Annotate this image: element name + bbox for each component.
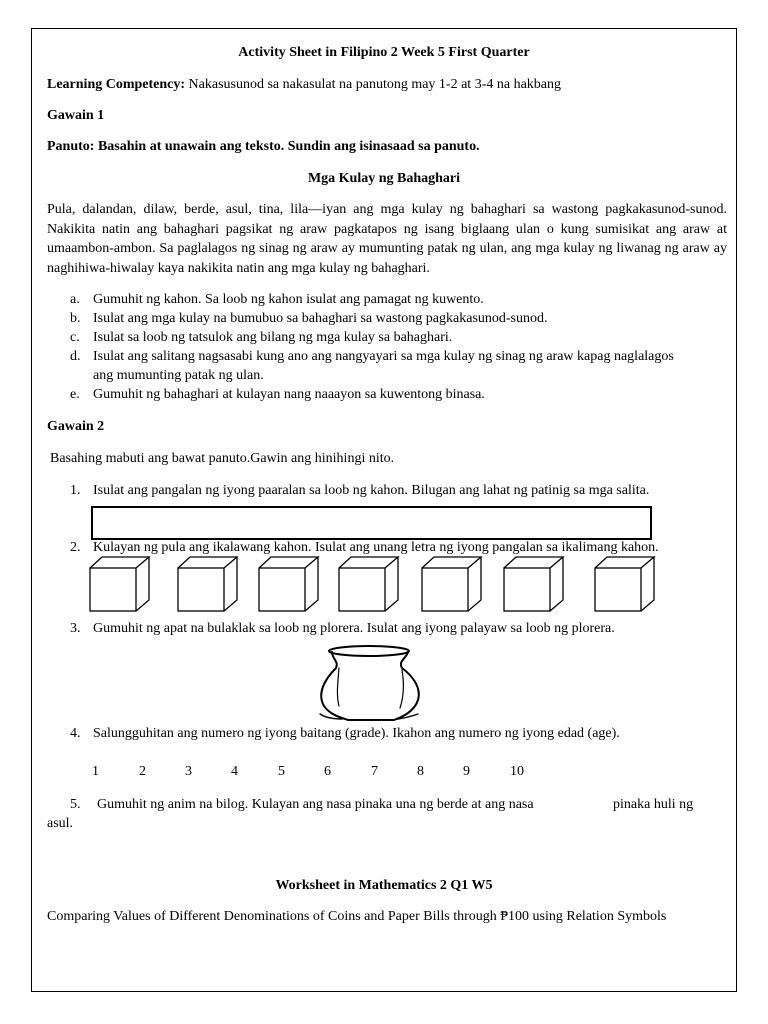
gawain2-item-5-wrap: asul. <box>47 816 74 831</box>
competency-label: Learning Competency: <box>47 77 186 92</box>
cube-box-3[interactable] <box>258 556 320 612</box>
cube-box-1[interactable] <box>89 556 151 612</box>
list-item: e. Gumuhit ng bahaghari at kulayan nang naaayon sa kuwentong binasa. <box>70 387 485 402</box>
gawain2-item-4: 4. Salungguhitan ang numero ng iyong baitang (grade). Ikahon ang numero ng iyong edad (age). <box>70 726 620 741</box>
sheet-title: Activity Sheet in Filipino 2 Week 5 First Quarter <box>238 45 530 60</box>
gawain2-heading: Gawain 2 <box>47 419 105 434</box>
math-title: Worksheet in Mathematics 2 Q1 W5 <box>275 878 493 893</box>
cube-box-7[interactable] <box>594 556 656 612</box>
grade-number-3[interactable]: 3 <box>185 764 192 779</box>
gawain2-item-1: 1. Isulat ang pangalan ng iyong paaralan sa loob ng kahon. Bilugan ang lahat ng patinig sa mga salita. <box>70 483 650 498</box>
cube-box-5[interactable] <box>421 556 483 612</box>
grade-number-2[interactable]: 2 <box>139 764 146 779</box>
competency-text: Nakasusunod sa nakasulat na panutong may 1-2 at 3-4 na hakbang <box>188 77 562 92</box>
grade-number-1[interactable]: 1 <box>92 764 99 779</box>
cube-box-2[interactable] <box>177 556 239 612</box>
grade-number-4[interactable]: 4 <box>231 764 238 779</box>
list-item: a. Gumuhit ng kahon. Sa loob ng kahon isulat ang pamagat ng kuwento. <box>70 292 484 307</box>
cube-box-4[interactable] <box>338 556 400 612</box>
list-item: b. Isulat ang mga kulay na bumubuo sa bahaghari sa wastong pagkakasunod-sunod. <box>70 311 548 326</box>
grade-number-8[interactable]: 8 <box>417 764 424 779</box>
gawain2-item-2: 2. Kulayan ng pula ang ikalawang kahon. Isulat ang unang letra ng iyong pangalan sa ikalimang kahon. <box>70 540 659 555</box>
story-paragraph: Pula, dalandan, dilaw, berde, asul, tina, lila—iyan ang mga kulay ng bahaghari sa wastong pagkakasunod-sunod. Nakikita natin ang bahaghari pagsikat ng araw pagkatapos ng isang biglaang ulan o kung sumisikat ang araw at umaambon-ambon. Sa paglalagos ng sinag ng araw ay mumunting patak ng ulan, ang mga kulay ng liwanag ng araw ay naghihiwa-hiwalay kaya nakikita natin ang mga kulay ng bahaghari. <box>47 202 727 276</box>
math-description: Comparing Values of Different Denominations of Coins and Paper Bills through ₱100 using Relation Symbols <box>47 909 667 924</box>
gawain1-list <box>70 290 730 404</box>
grade-number-7[interactable]: 7 <box>371 764 378 779</box>
list-item: d. Isulat ang salitang nagsasabi kung ano ang nangyayari sa mga kulay ng sinag ng araw kapag naglalagos ang mumunting patak ng ulan. <box>70 349 674 383</box>
gawain2-item-5: 5. Gumuhit ng anim na bilog. Kulayan ang nasa pinaka una ng berde at ang nasa <box>70 797 534 812</box>
grade-number-10[interactable]: 10 <box>510 764 524 779</box>
grade-number-6[interactable]: 6 <box>324 764 331 779</box>
gawain2-item-3: 3. Gumuhit ng apat na bulaklak sa loob ng plorera. Isulat ang iyong palayaw sa loob ng plorera. <box>70 621 615 636</box>
vase-icon[interactable] <box>312 644 424 722</box>
gawain2-item-5-tail: pinaka huli ng <box>613 797 694 812</box>
gawain1-instruction: Panuto: Basahin at unawain ang teksto. Sundin ang isinasaad sa panuto. <box>47 139 480 154</box>
list-item: c. Isulat sa loob ng tatsulok ang bilang ng mga kulay sa bahaghari. <box>70 330 453 345</box>
school-name-box[interactable] <box>91 506 652 540</box>
gawain1-heading: Gawain 1 <box>47 108 105 123</box>
grade-number-9[interactable]: 9 <box>463 764 470 779</box>
story-title: Mga Kulay ng Bahaghari <box>307 171 461 186</box>
cube-box-6[interactable] <box>503 556 565 612</box>
learning-competency <box>47 76 561 94</box>
grade-number-5[interactable]: 5 <box>278 764 285 779</box>
gawain2-intro: Basahing mabuti ang bawat panuto.Gawin ang hinihingi nito. <box>50 451 395 466</box>
